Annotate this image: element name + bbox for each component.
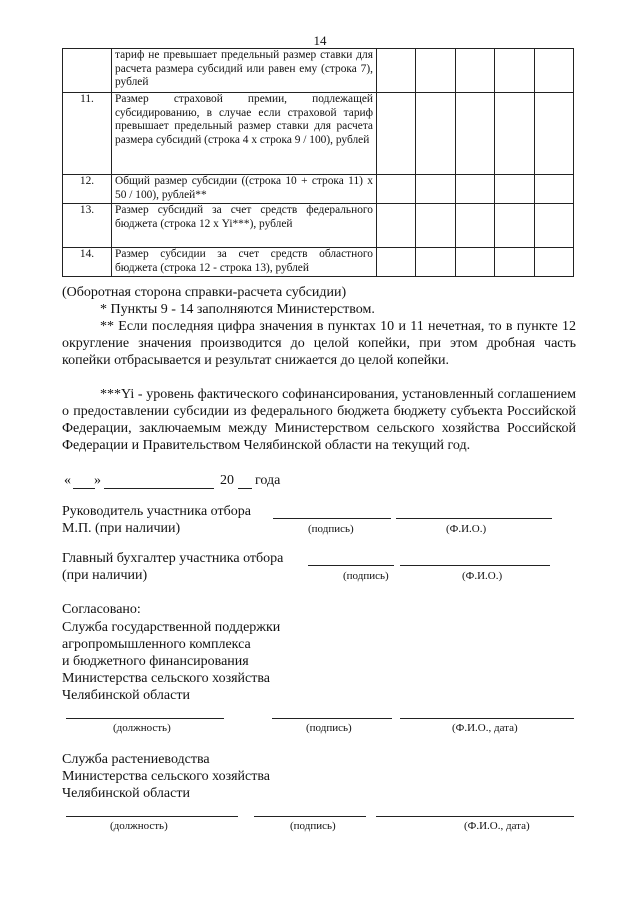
accountant-signature-field[interactable]: [308, 565, 394, 566]
signature-field[interactable]: [254, 816, 366, 817]
org-line: Челябинской области: [62, 786, 190, 801]
note-1: * Пункты 9 - 14 заполняются Министерством.: [100, 302, 375, 317]
page-number: 14: [313, 33, 327, 48]
table-row: [63, 93, 574, 175]
fio-date-caption: (Ф.И.О., дата): [452, 722, 518, 734]
fio-date-caption: (Ф.И.О., дата): [464, 820, 530, 832]
org-line: Министерства сельского хозяйства: [62, 671, 271, 686]
row-description: Размер субсидии за счет средств областного бюджета (строка 12 - строка 13), рублей: [112, 248, 377, 277]
fio-date-field[interactable]: [400, 718, 574, 719]
row-number: 14.: [63, 248, 112, 277]
head-fio-field[interactable]: [396, 518, 552, 519]
signature-caption: (подпись): [290, 820, 336, 832]
row-description: Размер субсидий за счет средств федерального бюджета (строка 12 х Yi***), рублей: [112, 204, 377, 248]
head-signature-field[interactable]: [273, 518, 391, 519]
fio-caption: (Ф.И.О.): [462, 570, 503, 582]
agreed-heading: Согласовано:: [62, 602, 141, 617]
row-number: 12.: [63, 175, 112, 204]
date-quote-open: «: [64, 473, 71, 488]
calculation-table: [62, 48, 574, 277]
org-line: Служба растениеводства: [62, 752, 210, 767]
fio-caption: (Ф.И.О.): [446, 523, 487, 535]
table-row: [63, 175, 574, 204]
accountant-fio-field[interactable]: [400, 565, 550, 566]
position-caption: (должность): [113, 722, 171, 734]
table-row: [63, 204, 574, 248]
row-number: [63, 49, 112, 93]
stamp-label: М.П. (при наличии): [62, 521, 181, 536]
org-line: Челябинской области: [62, 688, 190, 703]
accountant-note: (при наличии): [62, 568, 148, 583]
position-caption: (должность): [110, 820, 168, 832]
row-description: Общий размер субсидии ((строка 10 + строка 11) х 50 / 100), рублей**: [112, 175, 377, 204]
row-number: 11.: [63, 93, 112, 175]
row-number: 13.: [63, 204, 112, 248]
head-label: Руководитель участника отбора: [62, 504, 251, 519]
year-field[interactable]: [238, 488, 252, 489]
row-description: тариф не превышает предельный размер ставки для расчета размера субсидий или равен ему (строка 7), рублей: [112, 49, 377, 93]
table-row: [63, 49, 574, 93]
signature-caption: (подпись): [308, 523, 354, 535]
table-row: [63, 248, 574, 277]
date-quote-close: »: [94, 473, 101, 488]
year-word: года: [255, 473, 281, 488]
org-line: Министерства сельского хозяйства: [62, 769, 271, 784]
back-side-caption: (Оборотная сторона справки-расчета субсидии): [62, 285, 347, 300]
position-field[interactable]: [66, 816, 238, 817]
org-line: агропромышленного комплекса: [62, 637, 251, 652]
signature-caption: (подпись): [306, 722, 352, 734]
row-description: Размер страховой премии, подлежащей субсидированию, в случае если страховой тариф превышает предельный размер ставки для расчета размера субсидий (строка 4 х строка 9 / 100), рублей: [112, 93, 377, 175]
month-field[interactable]: [104, 488, 214, 489]
signature-caption: (подпись): [343, 570, 389, 582]
position-field[interactable]: [66, 718, 224, 719]
year-prefix: 20: [220, 473, 234, 488]
note-3: ***Yi - уровень фактического софинансирования, установленный соглашением о предоставлении субсидии из федерального бюджета бюджету субъекта Российской Федерации, заключаемым между Министерством сельского хозяйства Российской Федерации и Правительством Челябинской области на текущий год.: [62, 387, 576, 453]
signature-field[interactable]: [272, 718, 392, 719]
org-line: Служба государственной поддержки: [62, 620, 281, 635]
org-line: и бюджетного финансирования: [62, 654, 249, 669]
day-field[interactable]: [73, 488, 95, 489]
note-2: ** Если последняя цифра значения в пунктах 10 и 11 нечетная, то в пункте 12 округление значения производится до целой копейки, при этом дробная часть копейки отбрасывается и результат снижается до целой копейки.: [62, 319, 576, 368]
accountant-label: Главный бухгалтер участника отбора: [62, 551, 284, 566]
fio-date-field[interactable]: [376, 816, 574, 817]
